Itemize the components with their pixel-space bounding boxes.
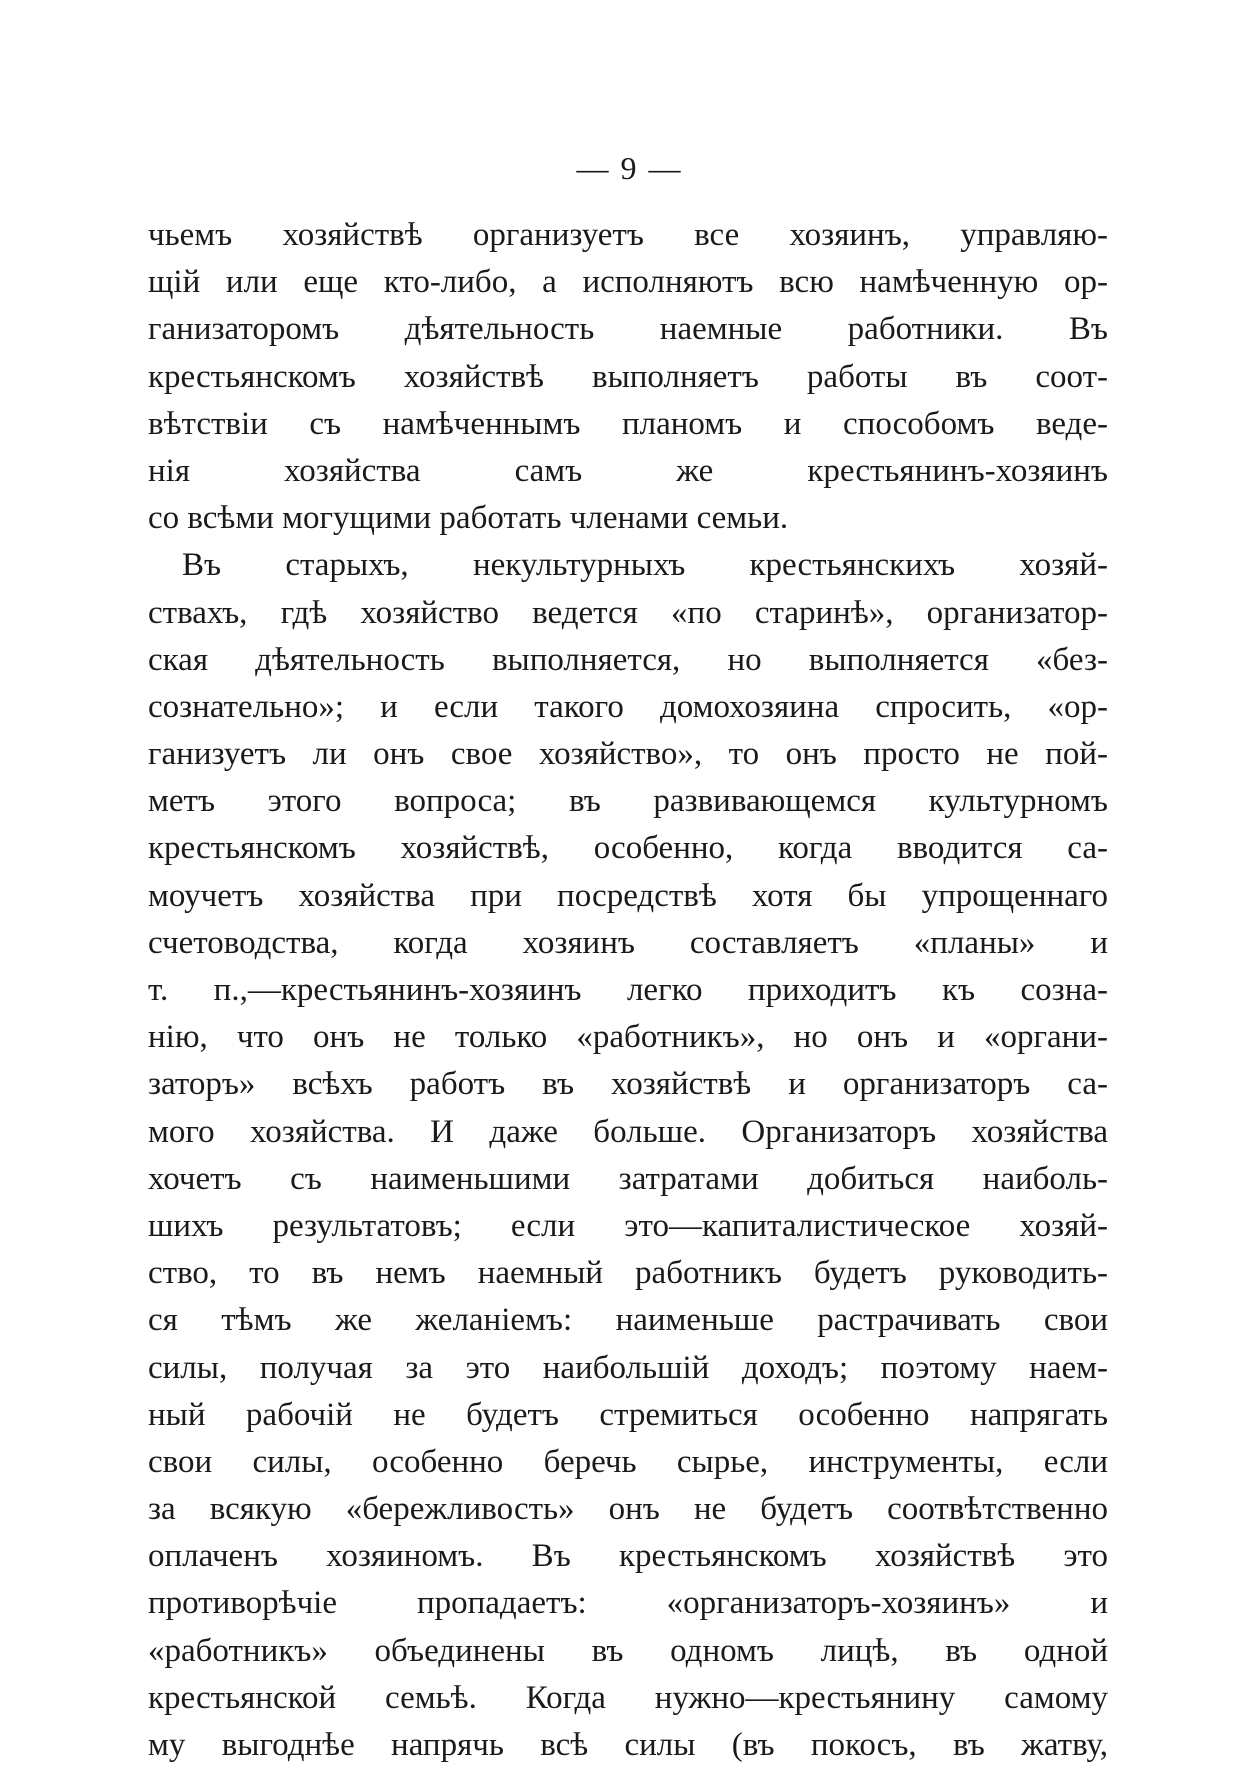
text-line: вѣтствіи съ намѣченнымъ планомъ и способомъ веде- (148, 405, 1108, 442)
text-line: счетоводства, когда хозяинъ составляетъ «планы» и (148, 924, 1108, 961)
text-line: мого хозяйства. И даже больше. Организаторъ хозяйства (148, 1113, 1108, 1150)
text-line: сознательно»; и если такого домохозяина спросить, «ор- (148, 688, 1108, 725)
text-line: нію, что онъ не только «работникъ», но онъ и «органи- (148, 1019, 1108, 1056)
text-line: ный рабочій не будетъ стремиться особенно напрягать (148, 1396, 1108, 1433)
text-line: чьемъ хозяйствѣ организуетъ все хозяинъ, управляю- (148, 217, 1108, 253)
text-line: метъ этого вопроса; въ развивающемся культурномъ (148, 783, 1108, 820)
text-line: силы, получая за это наибольшій доходъ; поэтому наем- (148, 1349, 1108, 1386)
text-line: противорѣчіе пропадаетъ: «организаторъ-хозяинъ» и (148, 1585, 1108, 1622)
text-line: му выгоднѣе напрячь всѣ силы (въ покосъ, въ жатву, (148, 1727, 1108, 1763)
text-line: ская дѣятельность выполняется, но выполняется «без- (148, 641, 1108, 678)
text-line: нія хозяйства самъ же крестьянинъ-хозяинъ (148, 452, 1108, 489)
text-line: т. п.,—крестьянинъ-хозяинъ легко приходитъ къ созна- (148, 972, 1108, 1008)
text-line: ствахъ, гдѣ хозяйство ведется «по старинѣ», организатор- (148, 594, 1108, 631)
text-line: крестьянскомъ хозяйствѣ выполняетъ работы въ соот- (148, 358, 1108, 395)
text-line: заторъ» всѣхъ работъ въ хозяйствѣ и организаторъ са- (148, 1066, 1108, 1103)
text-line: шихъ результатовъ; если это—капиталистическое хозяй- (148, 1207, 1108, 1244)
text-line: со всѣми могущими работать членами семьи. (148, 500, 789, 537)
paragraph-start-line: Въ старыхъ, некультурныхъ крестьянскихъ хозяй- (182, 547, 1108, 584)
text-line: ганизуетъ ли онъ свое хозяйство», то онъ просто не пой- (148, 736, 1108, 773)
text-line: свои силы, особенно беречь сырье, инструменты, если (148, 1443, 1108, 1480)
page-number: — 9 — (576, 150, 683, 186)
text-line: моучетъ хозяйства при посредствѣ хотя бы упрощеннаго (148, 877, 1108, 914)
text-line: крестьянской семьѣ. Когда нужно—крестьянину самому (148, 1679, 1108, 1716)
body-text (148, 212, 1108, 1769)
text-line: ся тѣмъ же желаніемъ: наименьше растрачивать свои (148, 1302, 1108, 1339)
text-line: щій или еще кто-либо, а исполняютъ всю намѣченную ор- (148, 264, 1108, 301)
text-line: крестьянскомъ хозяйствѣ, особенно, когда вводится са- (148, 830, 1108, 867)
text-line: ство, то въ немъ наемный работникъ будетъ руководить- (148, 1255, 1108, 1292)
text-line: ганизаторомъ дѣятельность наемные работники. Въ (148, 311, 1108, 348)
text-line: «работникъ» объединены въ одномъ лицѣ, въ одной (148, 1632, 1108, 1669)
text-line: за всякую «бережливость» онъ не будетъ соотвѣтственно (148, 1491, 1108, 1528)
text-line: хочетъ съ наименьшими затратами добиться наиболь- (148, 1160, 1108, 1197)
text-line: оплаченъ хозяиномъ. Въ крестьянскомъ хозяйствѣ это (148, 1538, 1108, 1575)
